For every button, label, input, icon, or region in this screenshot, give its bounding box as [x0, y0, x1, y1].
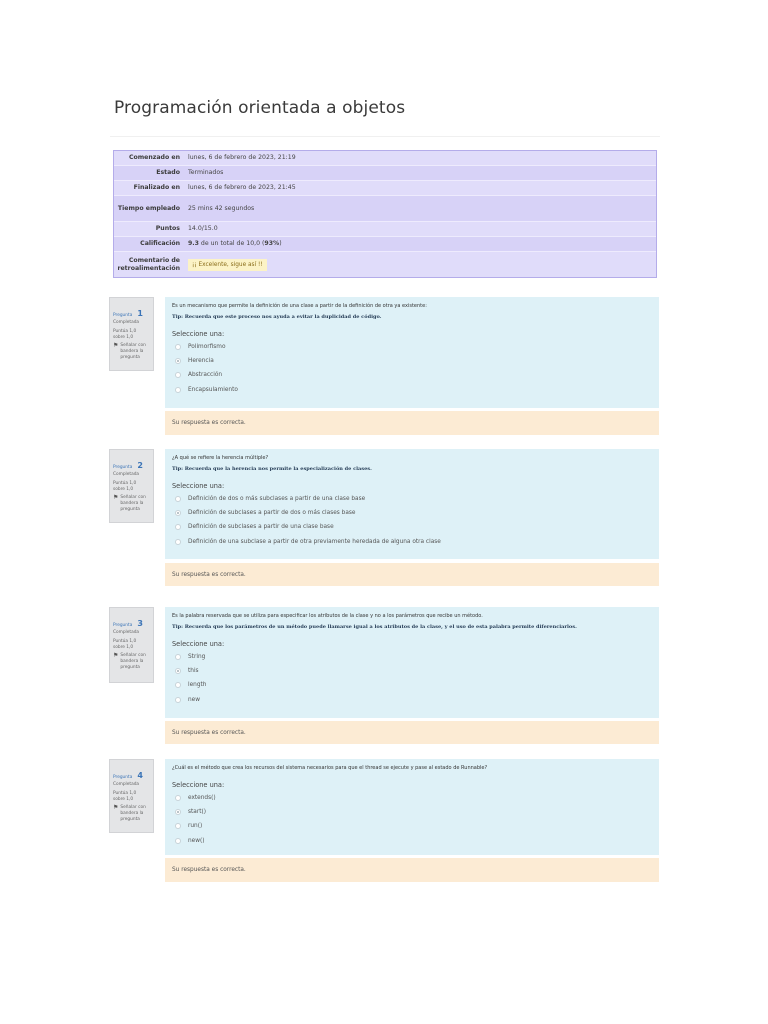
summary-value [184, 259, 267, 271]
grade-text-end: ) [279, 240, 282, 247]
summary-value: lunes, 6 de febrero de 2023, 21:19 [188, 154, 296, 161]
answer-option[interactable] [175, 834, 652, 848]
feedback-text: Su respuesta es correcta. [172, 867, 246, 873]
answer-options [165, 789, 659, 848]
radio-button[interactable] [175, 524, 181, 530]
question-content-4 [165, 759, 659, 855]
question-label: Pregunta [113, 775, 133, 780]
option-label: Definición de subclases a partir de dos o más clases base [188, 510, 356, 517]
answer-option[interactable] [175, 368, 652, 382]
question-label: Pregunta [113, 313, 133, 318]
flag-icon: ⚑ [113, 342, 119, 349]
question-content-1 [165, 297, 659, 408]
answer-options [165, 490, 659, 549]
radio-button-selected[interactable] [175, 358, 181, 364]
radio-button-selected[interactable] [175, 668, 181, 674]
question-info-1 [109, 297, 154, 371]
answer-option[interactable] [175, 650, 652, 664]
flag-label: Señalar con bandera la pregunta [120, 343, 146, 360]
option-label: extends() [188, 795, 216, 802]
option-label: Abstracción [188, 372, 223, 379]
answer-option[interactable] [175, 535, 652, 549]
answer-option[interactable] [175, 340, 652, 354]
feedback-text: Su respuesta es correcta. [172, 571, 246, 578]
option-label: Definición de dos o más subclases a partir de una clase base [188, 496, 366, 503]
summary-label: Calificación [140, 240, 180, 247]
summary-row-feedback [114, 252, 656, 277]
question-points-max: sobre 1,0 [113, 797, 134, 802]
radio-button[interactable] [175, 372, 181, 378]
radio-button[interactable] [175, 838, 181, 844]
option-label: run() [188, 823, 203, 830]
option-label: Herencia [188, 358, 214, 365]
question-content-2 [165, 449, 659, 559]
summary-row-grade [114, 237, 656, 252]
page-title: Programación orientada a objetos [114, 98, 406, 118]
option-label: Definición de subclases a partir de una clase base [188, 524, 334, 531]
question-number: 1 [137, 309, 143, 318]
radio-button[interactable] [175, 654, 181, 660]
answer-option[interactable] [175, 664, 652, 678]
option-label: Encapsulamiento [188, 386, 238, 393]
question-state: Completada [113, 472, 140, 477]
option-label: length [188, 682, 207, 689]
answer-option[interactable] [175, 492, 652, 506]
option-label: String [188, 654, 206, 661]
answer-options [165, 648, 659, 707]
summary-value: 14.0/15.0 [188, 225, 218, 232]
radio-button-selected[interactable] [175, 510, 181, 516]
radio-button-selected[interactable] [175, 809, 181, 815]
flag-icon: ⚑ [113, 652, 119, 659]
question-feedback-4 [165, 858, 659, 882]
radio-button[interactable] [175, 387, 181, 393]
option-label: Polimorfismo [188, 344, 226, 351]
select-one-prompt: Seleccione una: [172, 330, 225, 338]
question-label: Pregunta [113, 623, 133, 628]
option-label: new [188, 696, 200, 703]
summary-row-state [114, 166, 656, 181]
flag-label: Señalar con bandera la pregunta [120, 653, 146, 670]
radio-button[interactable] [175, 682, 181, 688]
answer-option[interactable] [175, 805, 652, 819]
answer-option[interactable] [175, 354, 652, 368]
question-state: Completada [113, 320, 140, 325]
feedback-text: Su respuesta es correcta. [172, 420, 246, 426]
question-tip: Tip: Recuerda que este proceso nos ayuda a evitar la duplicidad de código. [172, 314, 382, 320]
radio-button[interactable] [175, 795, 181, 801]
question-tip: Tip: Recuerda que la herencia nos permite la especialización de clases. [172, 466, 372, 472]
flag-icon: ⚑ [113, 494, 119, 501]
grade-value: 9.3 [188, 240, 199, 247]
answer-options [165, 338, 659, 397]
summary-row-time [114, 196, 656, 222]
question-feedback-2 [165, 563, 659, 586]
question-number: 3 [137, 619, 143, 628]
question-text: ¿Cuál es el método que crea los recursos del sistema necesarios para que el thread se ejecute y pase al estado de Runnable? [172, 765, 488, 771]
summary-label: Puntos [155, 225, 180, 232]
question-number: 2 [137, 461, 143, 470]
radio-button[interactable] [175, 823, 181, 829]
summary-row-points [114, 222, 656, 237]
summary-label: Estado [156, 169, 180, 176]
radio-button[interactable] [175, 697, 181, 703]
option-label: start() [188, 809, 207, 816]
flag-icon: ⚑ [113, 804, 119, 811]
summary-label: Tiempo empleado [117, 204, 180, 212]
question-content-3 [165, 607, 659, 718]
answer-option[interactable] [175, 819, 652, 833]
question-feedback-1 [165, 411, 659, 435]
flag-question-link[interactable] [113, 343, 150, 361]
feedback-text: Su respuesta es correcta. [172, 729, 246, 736]
select-one-prompt: Seleccione una: [172, 482, 225, 490]
answer-option[interactable] [175, 693, 652, 707]
question-text: ¿A qué se refiere la herencia múltiple? [172, 455, 269, 461]
attempt-summary-table [113, 150, 657, 278]
option-label: this [188, 668, 199, 675]
radio-button[interactable] [175, 344, 181, 350]
question-points-max: sobre 1,0 [113, 645, 134, 650]
summary-row-finished [114, 181, 656, 196]
radio-button[interactable] [175, 496, 181, 502]
select-one-prompt: Seleccione una: [172, 640, 225, 648]
question-text: Es un mecanismo que permite la definición de una clase a partir de la definición de otra ya existente: [172, 303, 427, 309]
flag-label: Señalar con bandera la pregunta [120, 805, 146, 822]
question-points: Puntúa 1,0 [113, 639, 137, 644]
question-tip: Tip: Recuerda que los parámetros de un método puede llamarse igual a los atributos de la clase, y el uso de esta palabra permite diferenciarlos. [172, 624, 577, 630]
radio-button[interactable] [175, 539, 181, 545]
flag-question-link[interactable] [113, 805, 150, 823]
question-info-2 [109, 449, 154, 523]
question-state: Completada [113, 782, 140, 787]
feedback-chip: ¡¡ Excelente, sigue así !! [188, 259, 267, 271]
question-label: Pregunta [113, 465, 133, 470]
title-divider [110, 136, 660, 137]
answer-option[interactable] [175, 678, 652, 692]
question-number: 4 [137, 771, 143, 780]
summary-value [184, 240, 282, 248]
answer-option[interactable] [175, 506, 652, 520]
question-text: Es la palabra reservada que se utiliza para especificar los atributos de la clase y no a los parámetros que recibe un método. [172, 613, 483, 619]
question-points: Puntúa 1,0 [113, 329, 137, 334]
flag-label: Señalar con bandera la pregunta [120, 495, 146, 512]
question-points: Puntúa 1,0 [113, 791, 137, 796]
select-one-prompt: Seleccione una: [172, 781, 225, 789]
question-feedback-3 [165, 721, 659, 744]
summary-label: Comentario de retroalimentación [117, 256, 180, 272]
flag-question-link[interactable] [113, 653, 150, 671]
summary-value: lunes, 6 de febrero de 2023, 21:45 [188, 184, 296, 191]
summary-value: 25 mins 42 segundos [188, 204, 255, 212]
summary-row-started [114, 151, 656, 166]
summary-label: Comenzado en [128, 154, 180, 161]
question-points-max: sobre 1,0 [113, 335, 134, 340]
answer-option[interactable] [175, 520, 652, 534]
answer-option[interactable] [175, 791, 652, 805]
grade-percent: 93% [264, 240, 280, 247]
option-label: Definición de una subclase a partir de otra previamente heredada de alguna otra clase [188, 538, 441, 545]
question-state: Completada [113, 630, 140, 635]
grade-text: de un total de 10,0 ( [198, 240, 265, 247]
summary-label: Finalizado en [133, 184, 180, 191]
flag-question-link[interactable] [113, 495, 150, 513]
option-label: new() [188, 837, 205, 844]
question-info-3 [109, 607, 154, 683]
summary-value: Terminados [188, 169, 224, 176]
answer-option[interactable] [175, 383, 652, 397]
question-points-max: sobre 1,0 [113, 487, 134, 492]
question-info-4 [109, 759, 154, 833]
question-points: Puntúa 1,0 [113, 481, 137, 486]
